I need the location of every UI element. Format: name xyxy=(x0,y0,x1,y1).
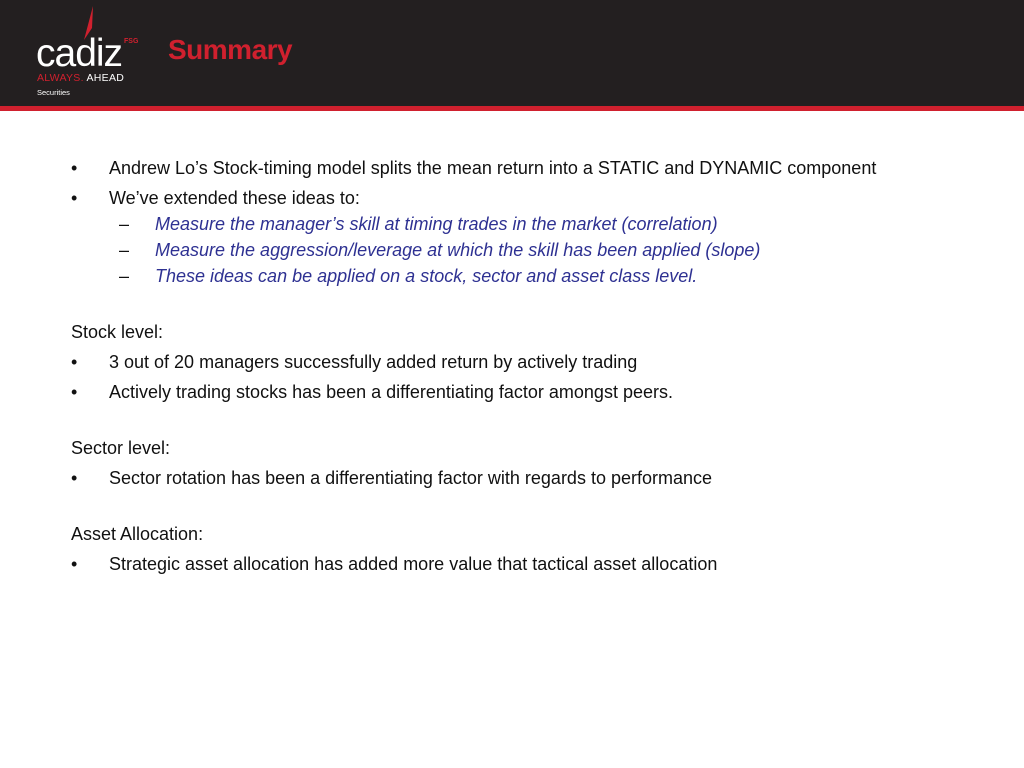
logo-tagline xyxy=(37,72,124,84)
tagline-ahead: AHEAD xyxy=(86,72,125,84)
bullet-item xyxy=(71,465,1001,491)
sub-bullet-text: Measure the manager’s skill at timing trades in the market (correlation) xyxy=(155,214,718,234)
dash-marker: – xyxy=(119,266,130,286)
sector-level-heading: Sector level: xyxy=(71,438,171,458)
cadiz-logo xyxy=(36,6,166,102)
bullet-marker: • xyxy=(71,188,78,208)
header-divider xyxy=(0,106,1024,111)
dash-marker: – xyxy=(119,214,130,234)
logo-subtitle: Securities xyxy=(37,88,70,97)
asset-allocation-heading: Asset Allocation: xyxy=(71,524,204,544)
bullet-item xyxy=(71,185,1001,211)
sub-bullet-text: Measure the aggression/leverage at which the skill has been applied (slope) xyxy=(155,240,761,260)
bullet-marker: • xyxy=(71,554,78,574)
sub-bullet-item xyxy=(71,211,1001,237)
tagline-always: ALWAYS. xyxy=(37,72,84,84)
bullet-item xyxy=(71,155,1001,181)
page-title: Summary xyxy=(168,34,293,65)
sub-bullet-text: These ideas can be applied on a stock, sector and asset class level. xyxy=(155,266,698,286)
bullet-text: Sector rotation has been a differentiating factor with regards to performance xyxy=(109,468,713,488)
logo-superscript: FSG xyxy=(124,38,139,45)
bullet-text: Andrew Lo’s Stock-timing model splits the mean return into a STATIC and DYNAMIC component xyxy=(109,158,877,178)
stock-level-heading: Stock level: xyxy=(71,322,164,342)
bullet-marker: • xyxy=(71,468,78,488)
bullet-text: 3 out of 20 managers successfully added return by actively trading xyxy=(109,352,638,372)
sub-bullet-item xyxy=(71,263,1001,289)
logo-wordmark: cadiz xyxy=(36,32,123,75)
slide-header xyxy=(0,0,1024,106)
bullet-item xyxy=(71,379,1001,405)
bullet-marker: • xyxy=(71,158,78,178)
sub-bullet-item xyxy=(71,237,1001,263)
dash-marker: – xyxy=(119,240,130,260)
bullet-item xyxy=(71,349,1001,375)
bullet-item xyxy=(71,551,1001,577)
bullet-marker: • xyxy=(71,382,78,402)
bullet-text: Strategic asset allocation has added more value that tactical asset allocation xyxy=(109,554,718,574)
bullet-text: We’ve extended these ideas to: xyxy=(109,188,360,208)
bullet-marker: • xyxy=(71,352,78,372)
slide-body xyxy=(71,155,1001,577)
bullet-text: Actively trading stocks has been a differentiating factor amongst peers. xyxy=(109,382,673,402)
